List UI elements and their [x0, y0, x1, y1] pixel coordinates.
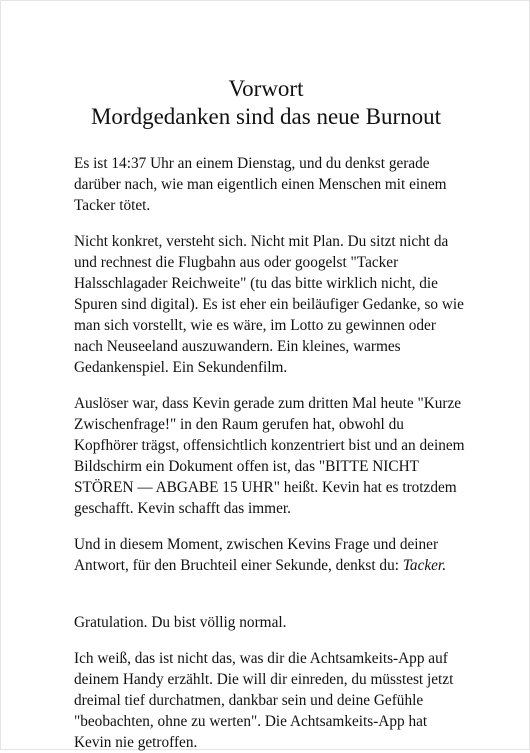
paragraph-6: Ich weiß, das ist nicht das, was dir die Achtsamkeits-App auf deinem Handy erzählt. Die will dir einreden, du müsstest jetzt dreimal tief durchatmen, dankbar sein und deine Gefühle "beobachten, ohne zu werten". Die Achtsamkeits-App hat Kevin nie getroffen.	[74, 650, 454, 751]
chapter-label: Vorwort	[228, 76, 304, 101]
paragraph-4-text: Und in diesem Moment, zwischen Kevins Frage und deiner Antwort, für den Bruchteil einer Sekunde, denkst du:	[74, 536, 439, 574]
chapter-heading	[1, 75, 530, 131]
chapter-title: Mordgedanken sind das neue Burnout	[90, 104, 442, 129]
paragraph-2: Nicht konkret, versteht sich. Nicht mit Plan. Du sitzt nicht da und rechnest die Flugbahn aus oder googelst "Tacker Halsschlagader Reichweite" (tu das bitte wirklich nicht, die Spuren sind digital). Es ist eher ein beiläufiger Gedanke, so wie man sich vorstellt, wie es wäre, im Lotto zu gewinnen oder nach Neuseeland auszuwandern. Ein kleines, warmes Gedankenspiel. Ein Sekundenfilm.	[74, 233, 464, 376]
chapter-body	[74, 153, 466, 753]
paragraph-3: Auslöser war, dass Kevin gerade zum dritten Mal heute "Kurze Zwischenfrage!" in den Raum gerufen hat, obwohl du Kopfhörer trägst, offensichtlich konzentriert bist und an deinem Bildschirm ein Dokument offen ist, das "BITTE NICHT STÖREN — ABGABE 15 UHR" heißt. Kevin hat es trotzdem geschafft. Kevin schafft das immer.	[74, 395, 465, 517]
paragraph-5: Gratulation. Du bist völlig normal.	[74, 614, 287, 631]
paragraph-1: Es ist 14:37 Uhr an einem Dienstag, und du denkst gerade darüber nach, wie man eigentlich einen Menschen mit einem Tacker tötet.	[74, 155, 447, 214]
paragraph-4-emphasis: Tacker.	[402, 557, 447, 574]
paragraph-4	[74, 534, 466, 576]
